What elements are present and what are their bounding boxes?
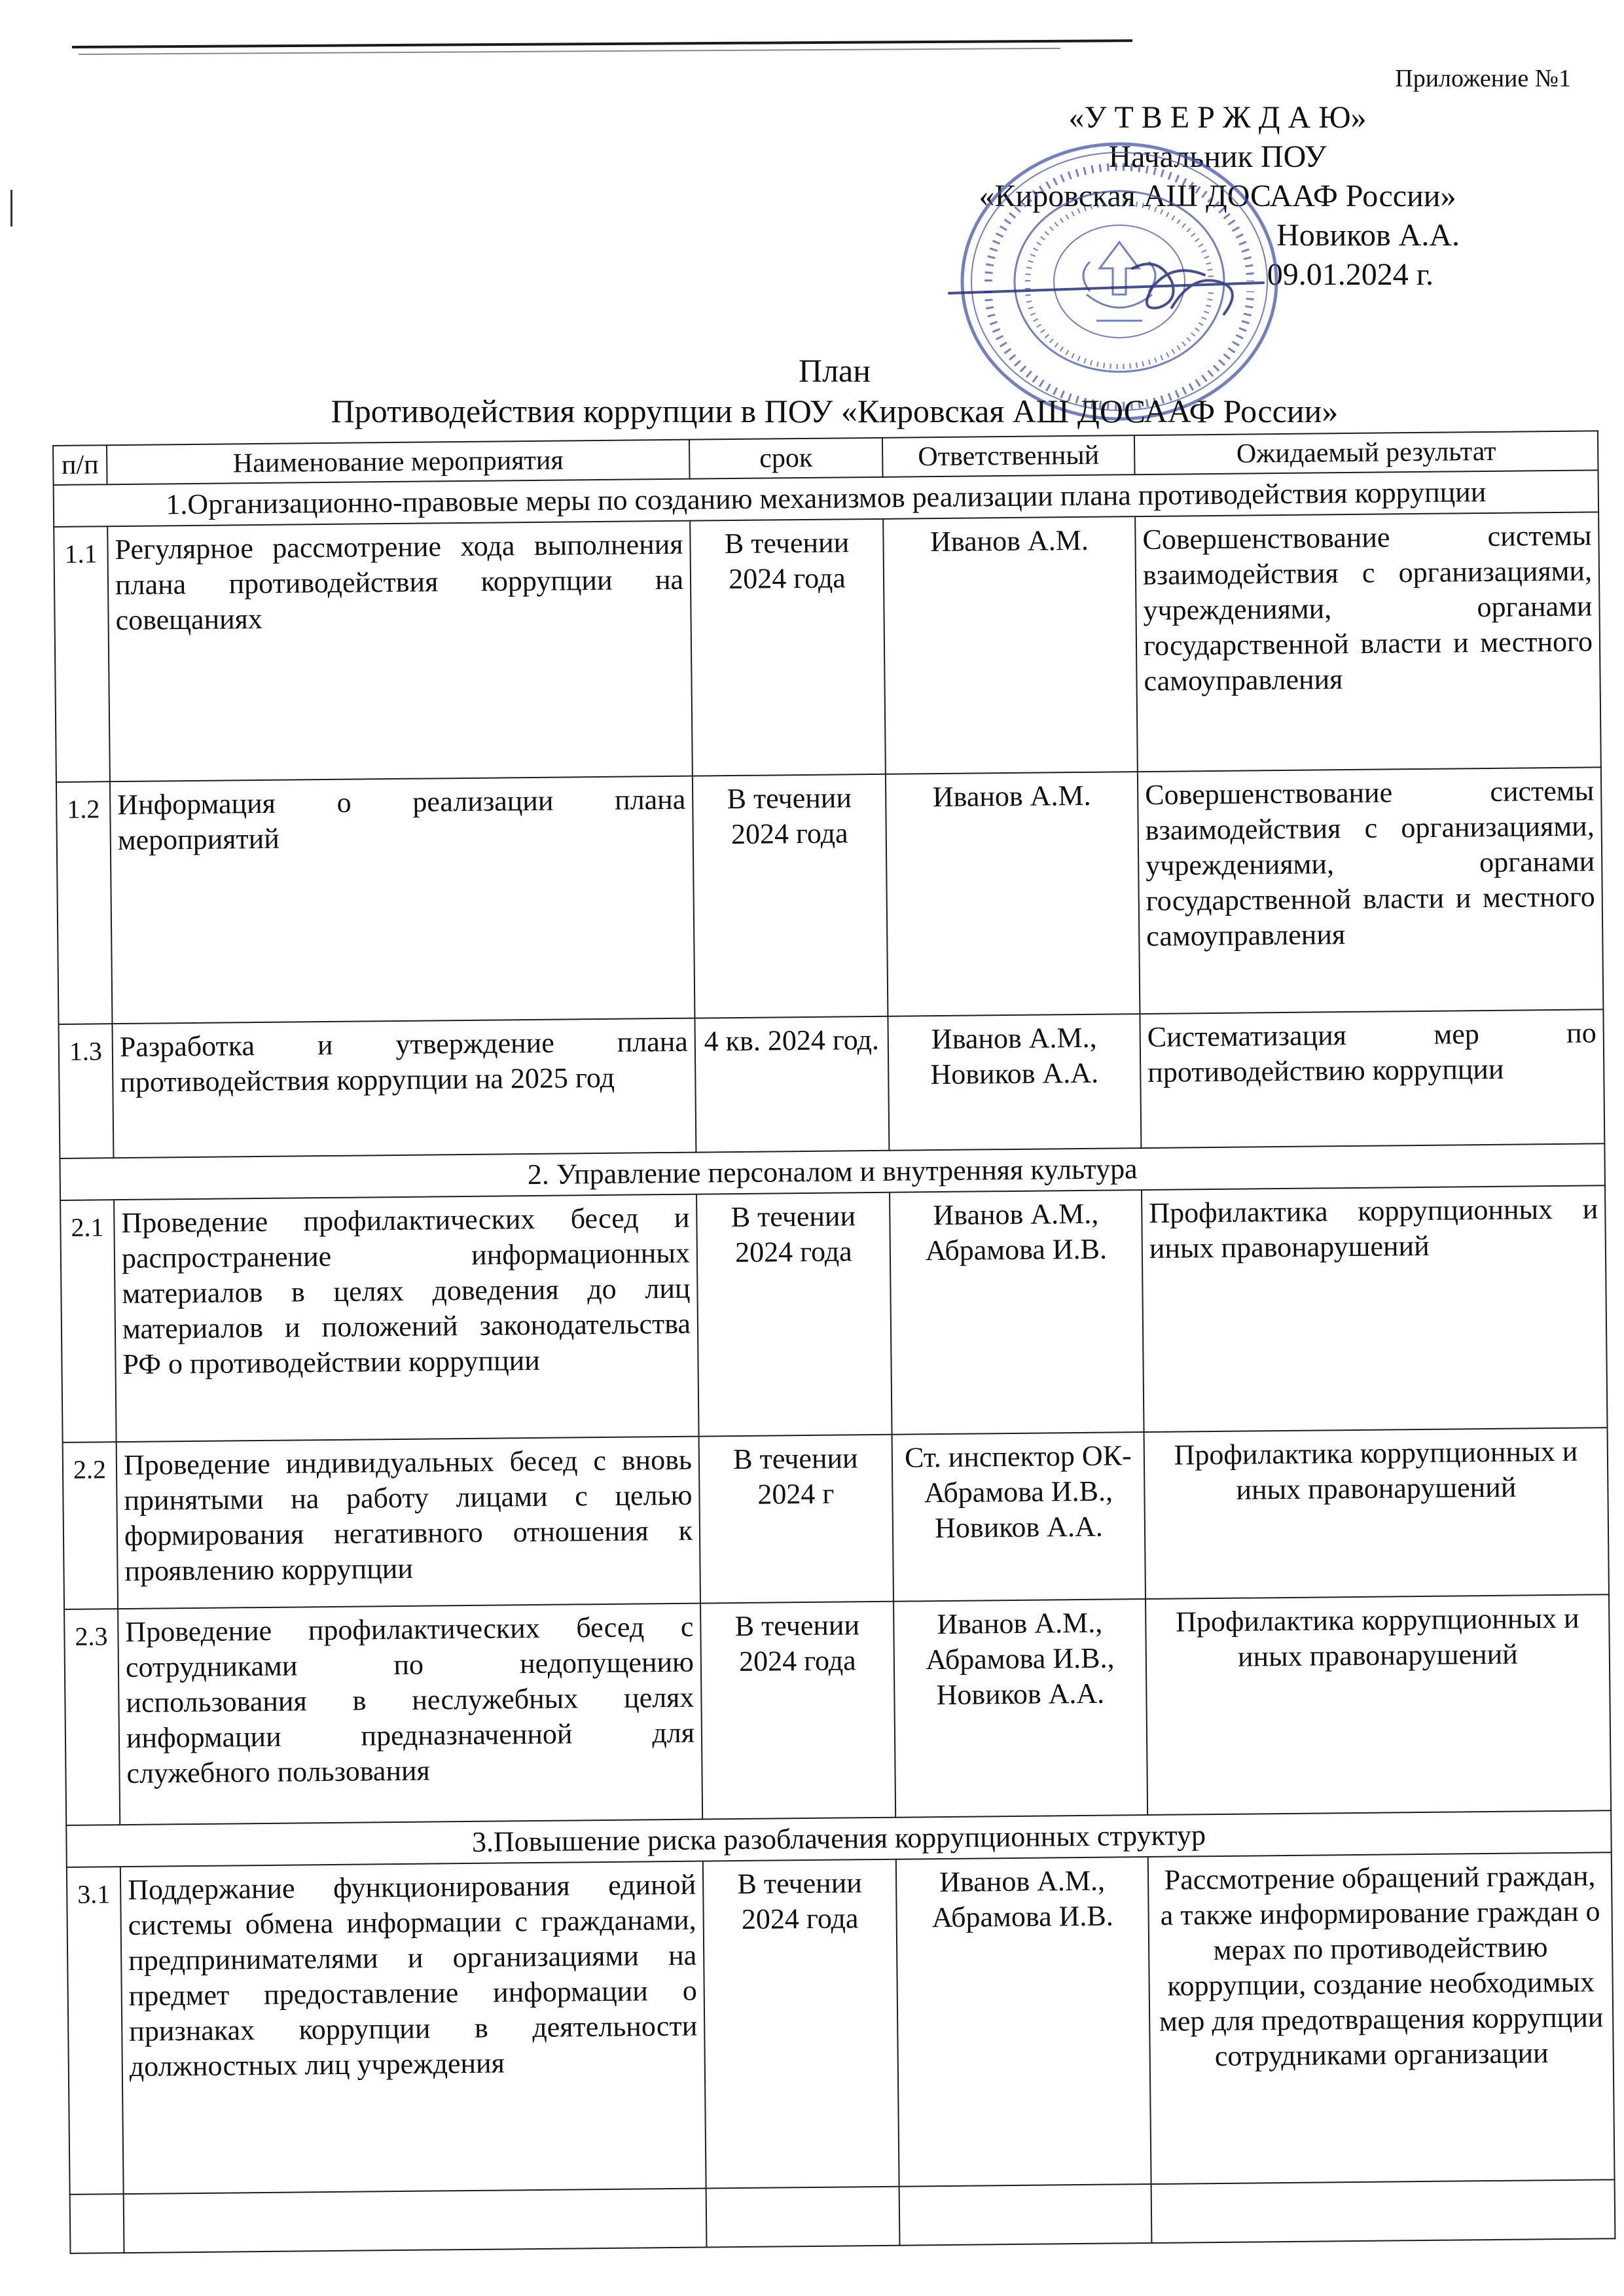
scan-edge-line-secondary: [79, 48, 1060, 55]
title-block: [196, 350, 1473, 431]
row-term: [706, 2187, 900, 2248]
row-term: В течении 2024 года: [693, 774, 888, 1018]
row-activity: Регулярное рассмотрение хода выполнения плана противодействия коррупции на совещаниях: [107, 521, 693, 782]
table-row: [60, 1185, 1607, 1443]
row-num: 3.1: [67, 1867, 124, 2195]
row-result: Рассмотрение обращений граждан, а также информирование граждан о мерах по противодействию коррупции, создание необходимых мер для предотвращения коррупции сотрудниками организации: [1148, 1852, 1615, 2184]
row-num: 1.1: [54, 526, 110, 782]
row-responsible: Ст. инспектор ОК-Абрамова И.В., Новиков А.А.: [892, 1432, 1146, 1602]
row-num: 1.3: [58, 1024, 113, 1158]
header-activity: Наименование мероприятия: [107, 440, 690, 485]
document-title: План: [798, 352, 871, 389]
row-num: 1.2: [56, 781, 113, 1024]
row-term: В течении 2024 года: [696, 1193, 892, 1437]
header-responsible: Ответственный: [882, 435, 1135, 477]
table-row: [64, 1594, 1611, 1825]
table-row: [56, 767, 1603, 1024]
row-activity: Поддержание функционирования единой системы обмена информации с гражданами, предпринимателями и организациями на предмет предоставление информации о признаках коррупции в деятельности должностных лиц учреждения: [120, 1861, 706, 2195]
row-result: Профилактика коррупционных и иных правонарушений: [1144, 1427, 1609, 1599]
row-responsible: Иванов А.М., Абрамова И.В.: [896, 1857, 1151, 2187]
row-num: 2.3: [64, 1609, 120, 1825]
row-term: 4 кв. 2024 год.: [695, 1016, 889, 1153]
approval-organization: «Кировская АШ ДОСААФ России»: [979, 179, 1456, 213]
row-activity: Информация о реализации плана мероприятий: [110, 776, 695, 1024]
document-subtitle: Противодействия коррупции в ПОУ «Кировская АШ ДОСААФ России»: [331, 393, 1339, 429]
row-result: Профилактика коррупционных и иных правонарушений: [1146, 1594, 1611, 1815]
table-row: [54, 512, 1601, 782]
row-num: [70, 2194, 124, 2253]
approval-position: Начальник ПОУ: [1108, 139, 1327, 174]
row-term: В течении 2024 года: [690, 519, 886, 776]
row-term: В течении 2024 г: [699, 1435, 893, 1604]
scan-edge-mark: [10, 190, 12, 226]
row-responsible: Иванов А.М., Новиков А.А.: [888, 1014, 1141, 1151]
row-activity: [124, 2189, 707, 2253]
header-num: п/п: [53, 445, 107, 485]
approval-heading: «У Т В Е Р Ж Д А Ю»: [1068, 100, 1367, 135]
plan-table: [52, 430, 1615, 2254]
header-result: Ожидаемый результат: [1134, 431, 1598, 475]
row-result: Совершенствование системы взаимодействия с организациями, учреждениями, органами государственной власти и местного самоуправления: [1135, 512, 1601, 772]
section-title: 3.Повышение риска разоблачения коррупционных структур: [66, 1810, 1612, 1867]
row-responsible: Иванов А.М., Абрамова И.В., Новиков А.А.: [893, 1599, 1147, 1818]
row-activity: Проведение профилактических бесед с сотрудниками по недопущению использования в неслужебных целях информации предназначенной для служебного пользования: [118, 1604, 702, 1825]
row-num: 2.2: [63, 1442, 118, 1609]
row-responsible: Иванов А.М.: [883, 516, 1138, 774]
row-result: Профилактика коррупционных и иных правонарушений: [1142, 1185, 1608, 1432]
section-title: 1.Организационно-правовые меры по созданию механизмов реализации плана противодействия коррупции: [54, 470, 1599, 527]
header-term: срок: [689, 438, 883, 479]
row-activity: Разработка и утверждение плана противодействия коррупции на 2025 год: [112, 1018, 696, 1158]
table-row: [58, 1009, 1604, 1158]
signature-mark: [936, 249, 1290, 340]
approval-signatory: Новиков А.А.: [1276, 218, 1460, 253]
section-title: 2. Управление персоналом и внутренняя культура: [60, 1143, 1605, 1200]
table-row: [67, 1852, 1615, 2195]
row-activity: Проведение профилактических бесед и распространение информационных материалов в целях доведения до лиц материалов и положений законодательства РФ о противодействии коррупции: [114, 1194, 699, 1443]
row-responsible: Иванов А.М., Абрамова И.В.: [890, 1190, 1144, 1435]
row-responsible: Иванов А.М.: [886, 772, 1140, 1016]
row-result: Систематизация мер по противодействию коррупции: [1140, 1009, 1604, 1148]
row-result: Совершенствование системы взаимодействия с организациями, учреждениями, органами государственной власти и местного самоуправления: [1138, 767, 1604, 1014]
approval-date: 09.01.2024 г.: [1267, 257, 1434, 292]
appendix-label: Приложение №1: [1395, 65, 1571, 92]
scan-edge-line: [72, 39, 1132, 48]
plan-table-wrapper: [52, 430, 1614, 2160]
row-term: В течении 2024 года: [703, 1859, 899, 2189]
row-num: 2.1: [60, 1200, 117, 1443]
row-activity: Проведение индивидуальных бесед с вновь принятыми на работу лицами с целью формирования негативного отношения к проявлению коррупции: [117, 1437, 700, 1609]
row-responsible: [899, 2184, 1152, 2246]
row-result: [1151, 2179, 1615, 2243]
row-term: В течении 2024 года: [700, 1602, 895, 1820]
table-row: [63, 1427, 1609, 1609]
